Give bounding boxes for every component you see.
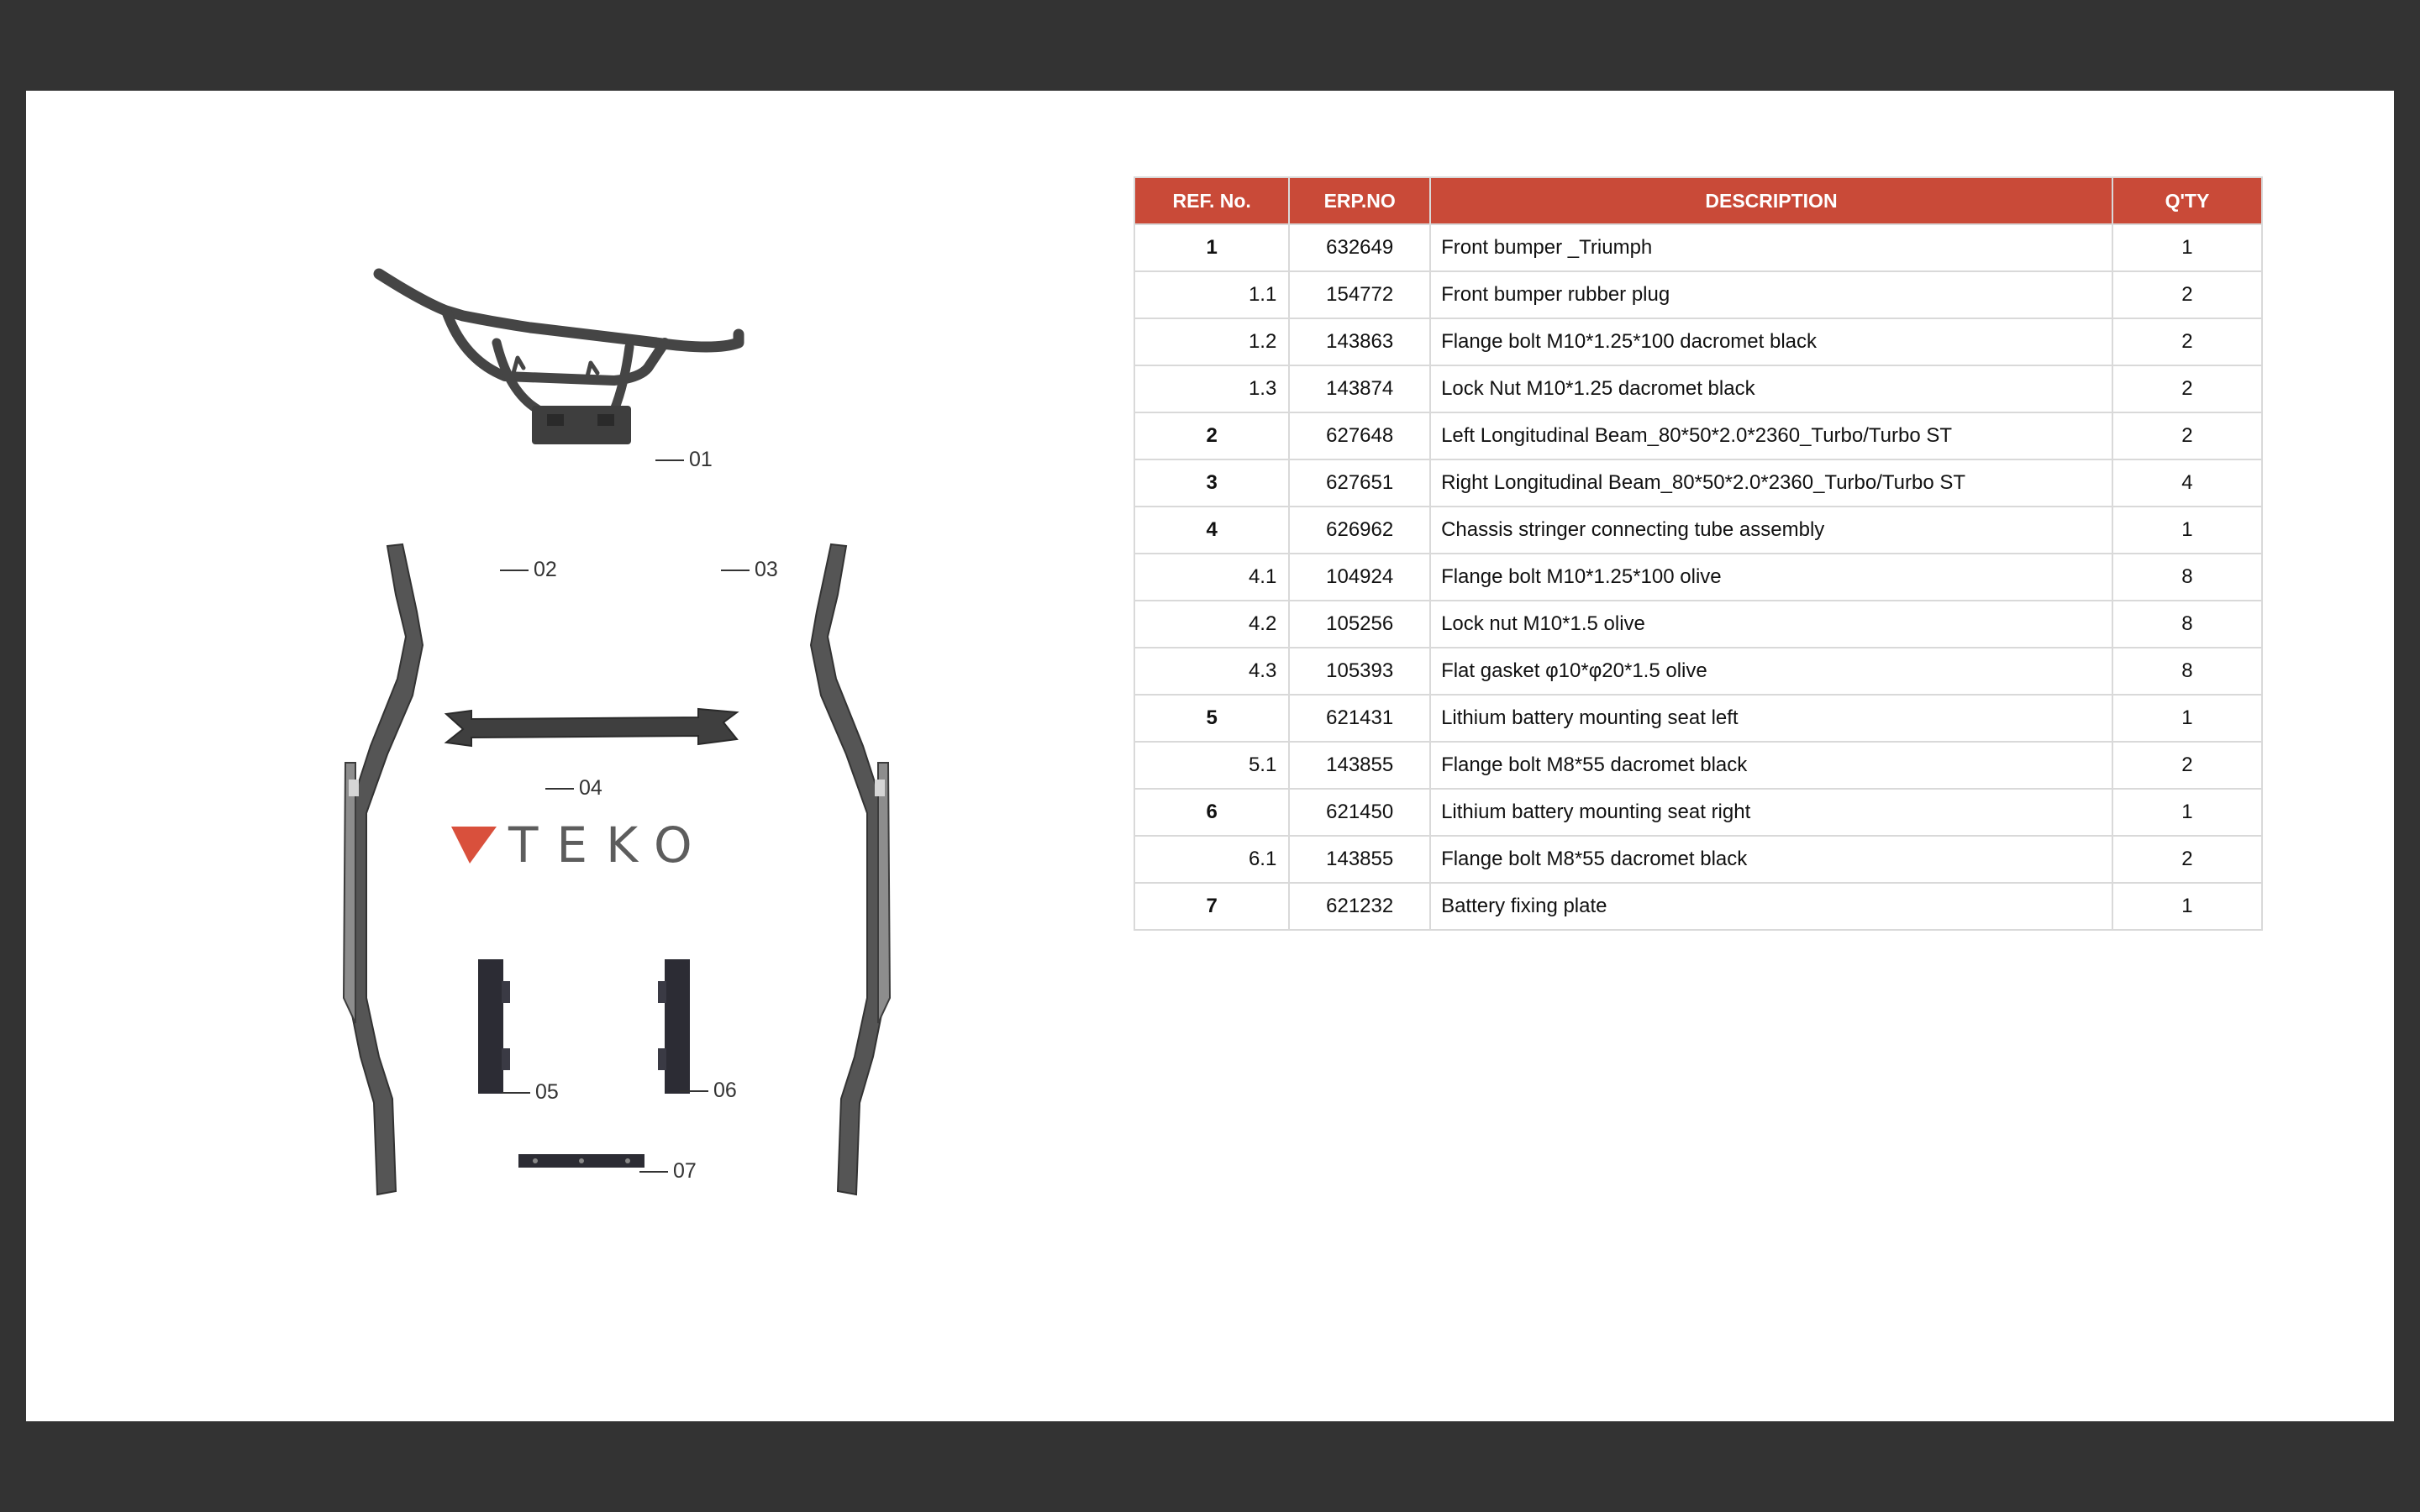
header-qty: Q'TY bbox=[2112, 177, 2262, 224]
erp-cell: 621232 bbox=[1289, 883, 1430, 930]
header-erp-no: ERP.NO bbox=[1289, 177, 1430, 224]
desc-cell: Front bumper rubber plug bbox=[1430, 271, 2112, 318]
erp-cell: 104924 bbox=[1289, 554, 1430, 601]
teko-logo-icon bbox=[451, 816, 711, 874]
erp-cell: 105256 bbox=[1289, 601, 1430, 648]
parts-table bbox=[1134, 176, 2263, 931]
desc-cell: Lithium battery mounting seat right bbox=[1430, 789, 2112, 836]
qty-cell: 8 bbox=[2112, 601, 2262, 648]
qty-cell: 1 bbox=[2112, 883, 2262, 930]
ref-cell: 4 bbox=[1134, 507, 1289, 554]
qty-cell: 2 bbox=[2112, 365, 2262, 412]
table-row bbox=[1134, 742, 2262, 789]
part-03-right-beam bbox=[811, 544, 890, 1194]
desc-cell: Battery fixing plate bbox=[1430, 883, 2112, 930]
ref-cell: 6 bbox=[1134, 789, 1289, 836]
desc-cell: Left Longitudinal Beam_80*50*2.0*2360_Turbo/Turbo ST bbox=[1430, 412, 2112, 459]
erp-cell: 143863 bbox=[1289, 318, 1430, 365]
desc-cell: Flange bolt M10*1.25*100 olive bbox=[1430, 554, 2112, 601]
qty-cell: 2 bbox=[2112, 742, 2262, 789]
callout-07: 07 bbox=[639, 1159, 697, 1184]
part-07-battery-plate bbox=[518, 1154, 644, 1168]
callout-06: 06 bbox=[680, 1079, 737, 1103]
ref-cell: 7 bbox=[1134, 883, 1289, 930]
callout-03: 03 bbox=[721, 558, 778, 582]
erp-cell: 621450 bbox=[1289, 789, 1430, 836]
ref-cell: 1.2 bbox=[1134, 318, 1289, 365]
table-header-row bbox=[1134, 177, 2262, 224]
table-row bbox=[1134, 554, 2262, 601]
qty-cell: 1 bbox=[2112, 224, 2262, 271]
document-page bbox=[26, 91, 2394, 1421]
table-body bbox=[1134, 224, 2262, 930]
qty-cell: 1 bbox=[2112, 507, 2262, 554]
exploded-diagram bbox=[26, 91, 1034, 1421]
part-01-front-bumper bbox=[379, 274, 739, 410]
desc-cell: Right Longitudinal Beam_80*50*2.0*2360_Turbo/Turbo ST bbox=[1430, 459, 2112, 507]
parts-illustration bbox=[26, 91, 1034, 1421]
desc-cell: Flange bolt M10*1.25*100 dacromet black bbox=[1430, 318, 2112, 365]
qty-cell: 2 bbox=[2112, 271, 2262, 318]
erp-cell: 154772 bbox=[1289, 271, 1430, 318]
ref-cell: 4.3 bbox=[1134, 648, 1289, 695]
ref-cell: 4.2 bbox=[1134, 601, 1289, 648]
ref-cell: 5.1 bbox=[1134, 742, 1289, 789]
table-row bbox=[1134, 318, 2262, 365]
desc-cell: Flange bolt M8*55 dacromet black bbox=[1430, 742, 2112, 789]
callout-04: 04 bbox=[545, 776, 602, 801]
qty-cell: 4 bbox=[2112, 459, 2262, 507]
part-04-connecting-tube bbox=[446, 709, 737, 746]
qty-cell: 2 bbox=[2112, 318, 2262, 365]
erp-cell: 143855 bbox=[1289, 742, 1430, 789]
desc-cell: Flat gasket φ10*φ20*1.5 olive bbox=[1430, 648, 2112, 695]
table-row bbox=[1134, 695, 2262, 742]
qty-cell: 8 bbox=[2112, 648, 2262, 695]
callout-05: 05 bbox=[502, 1080, 559, 1105]
ref-cell: 1.3 bbox=[1134, 365, 1289, 412]
table-row bbox=[1134, 883, 2262, 930]
callout-01: 01 bbox=[655, 448, 713, 472]
erp-cell: 143874 bbox=[1289, 365, 1430, 412]
ref-cell: 4.1 bbox=[1134, 554, 1289, 601]
part-02-left-beam bbox=[344, 544, 423, 1194]
ref-cell: 6.1 bbox=[1134, 836, 1289, 883]
table-row bbox=[1134, 459, 2262, 507]
desc-cell: Lock Nut M10*1.25 dacromet black bbox=[1430, 365, 2112, 412]
ref-cell: 3 bbox=[1134, 459, 1289, 507]
erp-cell: 627651 bbox=[1289, 459, 1430, 507]
table-row bbox=[1134, 648, 2262, 695]
erp-cell: 627648 bbox=[1289, 412, 1430, 459]
ref-cell: 2 bbox=[1134, 412, 1289, 459]
desc-cell: Front bumper _Triumph bbox=[1430, 224, 2112, 271]
erp-cell: 105393 bbox=[1289, 648, 1430, 695]
desc-cell: Lock nut M10*1.5 olive bbox=[1430, 601, 2112, 648]
table-row bbox=[1134, 365, 2262, 412]
table-row bbox=[1134, 271, 2262, 318]
desc-cell: Lithium battery mounting seat left bbox=[1430, 695, 2112, 742]
header-description: DESCRIPTION bbox=[1430, 177, 2112, 224]
part-05-battery-seat-left bbox=[478, 959, 510, 1094]
erp-cell: 632649 bbox=[1289, 224, 1430, 271]
table-row bbox=[1134, 224, 2262, 271]
qty-cell: 2 bbox=[2112, 412, 2262, 459]
ref-cell: 1.1 bbox=[1134, 271, 1289, 318]
table-row bbox=[1134, 412, 2262, 459]
table-row bbox=[1134, 836, 2262, 883]
bumper-bracket bbox=[532, 406, 631, 444]
table-row bbox=[1134, 601, 2262, 648]
table-row bbox=[1134, 507, 2262, 554]
qty-cell: 1 bbox=[2112, 695, 2262, 742]
desc-cell: Chassis stringer connecting tube assembly bbox=[1430, 507, 2112, 554]
qty-cell: 1 bbox=[2112, 789, 2262, 836]
part-06-battery-seat-right bbox=[658, 959, 690, 1094]
ref-cell: 5 bbox=[1134, 695, 1289, 742]
logo-text: TEKO bbox=[508, 816, 711, 874]
erp-cell: 626962 bbox=[1289, 507, 1430, 554]
table-row bbox=[1134, 789, 2262, 836]
ref-cell: 1 bbox=[1134, 224, 1289, 271]
desc-cell: Flange bolt M8*55 dacromet black bbox=[1430, 836, 2112, 883]
callout-02: 02 bbox=[500, 558, 557, 582]
erp-cell: 143855 bbox=[1289, 836, 1430, 883]
qty-cell: 2 bbox=[2112, 836, 2262, 883]
header-ref-no: REF. No. bbox=[1134, 177, 1289, 224]
qty-cell: 8 bbox=[2112, 554, 2262, 601]
erp-cell: 621431 bbox=[1289, 695, 1430, 742]
